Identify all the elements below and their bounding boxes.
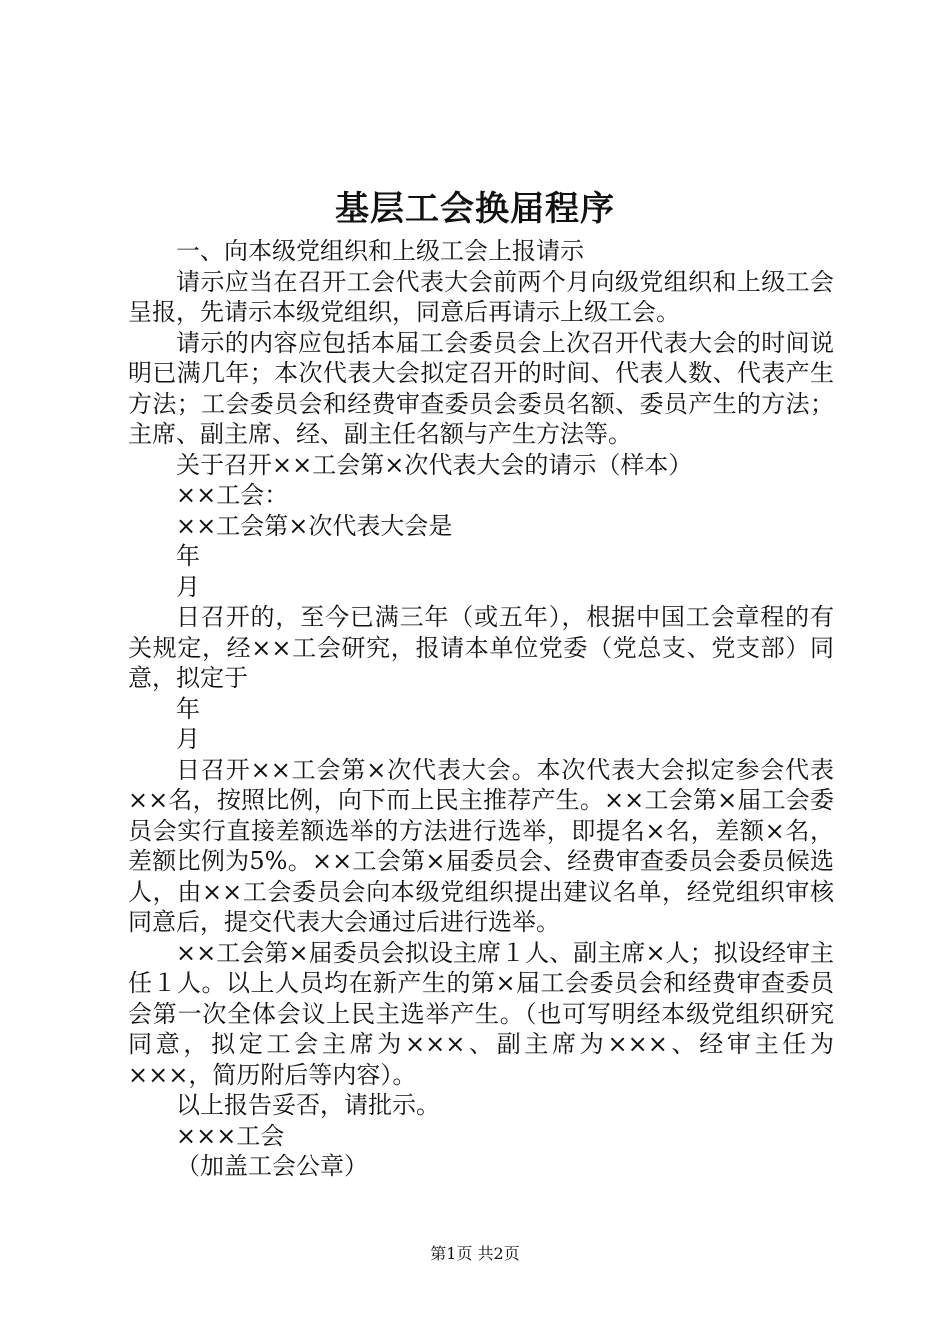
sample-paragraph-positions: ××工会第×届委员会拟设主席１人、副主席×人；拟设经审主任１人。以上人员均在新产生的第×届工会委员会和经费审查委员会第一次全体会议上民主选举产生。（也可写明经本级党组织研究同意，拟定工会主席为×××、副主席为×××、经审主任为×××，简历附后等内容）。 <box>128 938 834 1089</box>
sample-seal-note: （加盖工会公章） <box>176 1152 368 1180</box>
paragraph-request-timing: 请示应当在召开工会代表大会前两个月向级党组织和上级工会呈报，先请示本级党组织，同意后再请示上级工会。 <box>128 267 834 326</box>
sample-line-year-2: 年 <box>176 694 200 723</box>
sample-line-year-1: 年 <box>176 542 200 570</box>
sample-paragraph-election: 日召开××工会第×次代表大会。本次代表大会拟定参会代表××名，按照比例，向下而上民主推荐产生。××工会第×届工会委员会实行直接差额选举的方法进行选举，即提名×名，差额×名，差额比例为5%。××工会第×届委员会、经费审查委员会委员候选人，由××工会委员会向本级党组织提出建议名单，经党组织审核同意后，提交代表大会通过后进行选举。 <box>128 755 834 936</box>
document-body <box>128 236 834 1182</box>
sample-paragraph-held: 日召开的，至今已满三年（或五年），根据中国工会章程的有关规定，经××工会研究，报请本单位党委（党总支、党支部）同意，拟定于 <box>128 603 834 692</box>
sample-line-congress: ××工会第×次代表大会是 <box>176 511 453 540</box>
page-number-footer: 第1页 共2页 <box>430 1244 520 1263</box>
document-title: 基层工会换届程序 <box>335 189 615 229</box>
section-heading-1: 一、向本级党组织和上级工会上报请示 <box>176 237 584 265</box>
sample-salutation: ××工会： <box>176 481 289 509</box>
sample-title: 关于召开××工会第×次代表大会的请示（样本） <box>176 450 693 479</box>
sample-closing: 以上报告妥否，请批示。 <box>176 1091 440 1119</box>
paragraph-request-content: 请示的内容应包括本届工会委员会上次召开代表大会的时间说明已满几年；本次代表大会拟定召开的时间、代表人数、代表产生方法；工会委员会和经费审查委员会委员名额、委员产生的方法；主席、副主席、经、副主任名额与产生方法等。 <box>128 328 834 448</box>
sample-line-month-2: 月 <box>176 725 200 753</box>
sample-line-month-1: 月 <box>176 572 200 601</box>
sample-signature: ×××工会 <box>176 1121 285 1150</box>
